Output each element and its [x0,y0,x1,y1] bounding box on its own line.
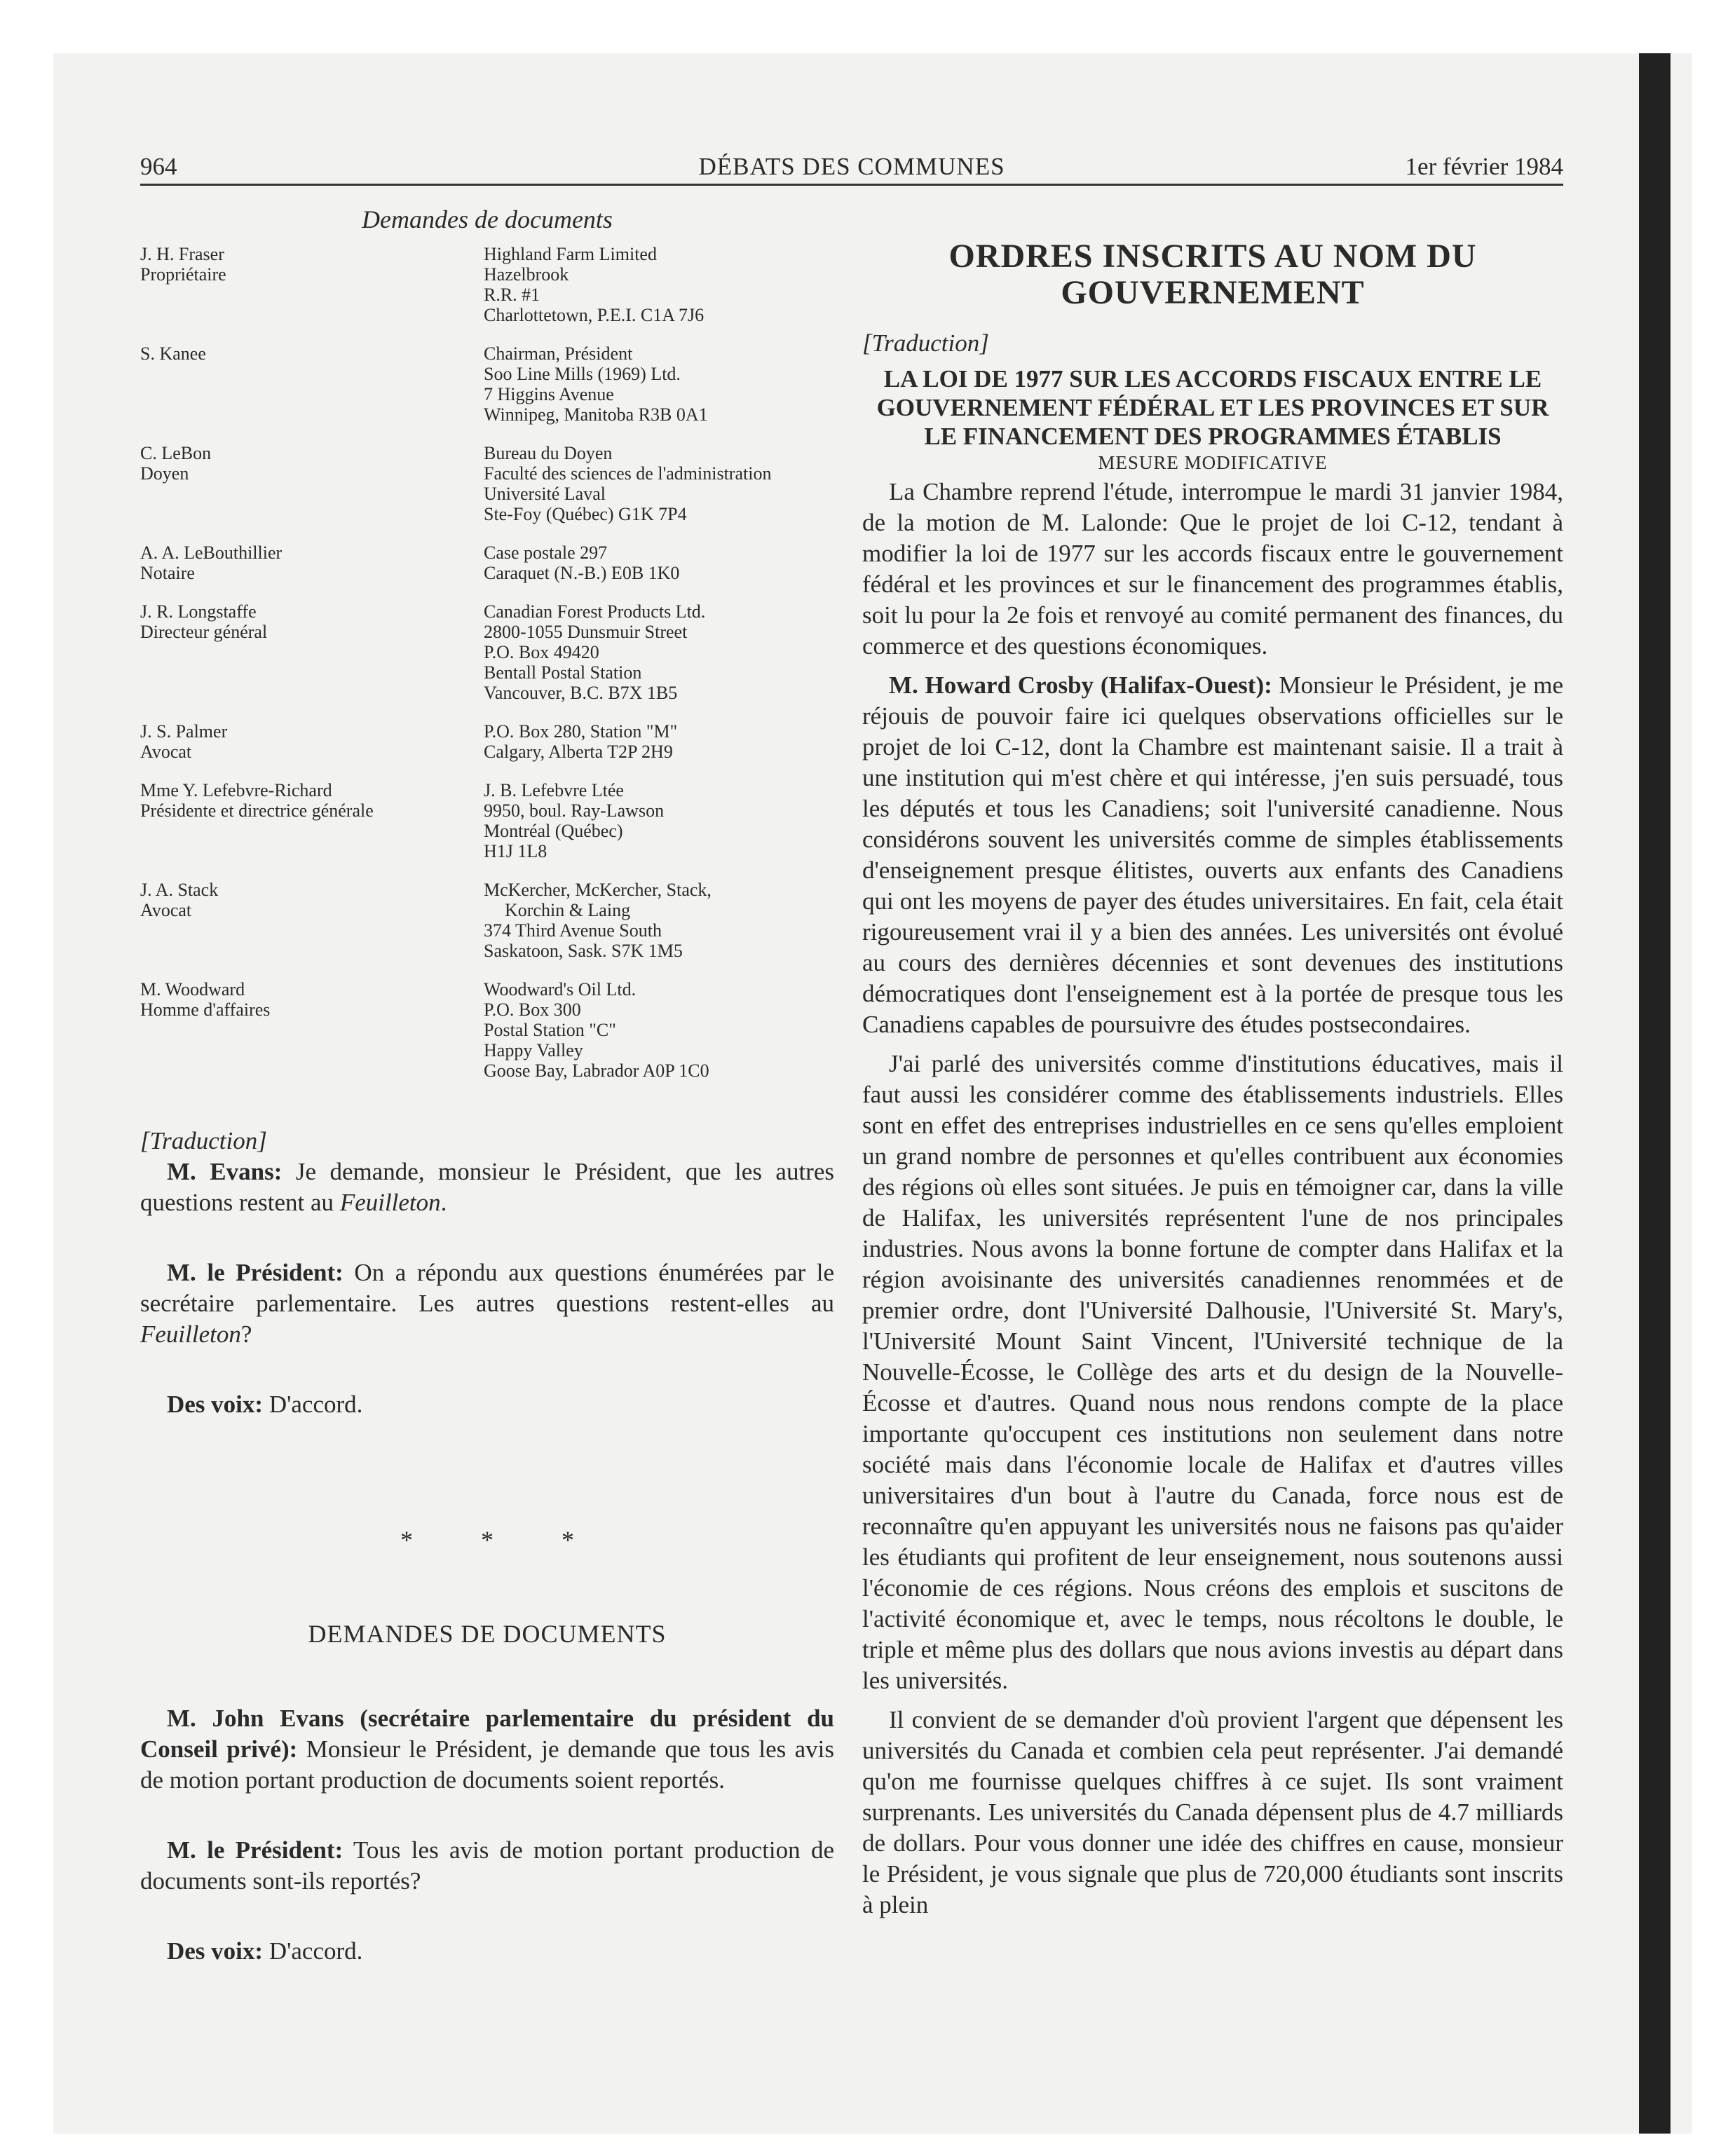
left-column [140,205,834,1967]
header-rule [140,184,1563,186]
address-line: Highland Farm Limited [484,244,657,264]
address-line: P.O. Box 49420 [484,642,599,662]
address-line: Calgary, Alberta T2P 2H9 [484,742,673,762]
law-title: LA LOI DE 1977 SUR LES ACCORDS FISCAUX ENTRE LE GOUVERNEMENT FÉDÉRAL ET LES PROVINCES ET SUR LE FINANCEMENT DES PROGRAMMES ÉTABLIS [876,365,1549,450]
section-separator: * * * [400,1526,605,1554]
publication-date: 1er février 1984 [1405,153,1563,180]
document-entry [140,443,834,524]
address-line: Woodward's Oil Ltd. [484,979,637,999]
person-line: Notaire [140,563,195,583]
address-line: Charlottetown, P.E.I. C1A 7J6 [484,305,705,325]
paragraph-universities-industrial: J'ai parlé des universités comme d'institutions éducatives, mais il faut aussi les considérer comme des établissements industriels. Elles sont en effet des entreprises industrielles en ce sens qu'elles emploient un grand nombre de personnes et qu'elles contribuent aux économies des régions où elles sont situées. Je puis en témoigner car, dans la ville de Halifax, les universités représentent l'une de nos principales industries. Nous avons la bonne fortune de compter dans Halifax et la région avoisinante des universités canadiennes renommées et de premier ordre, dont l'Université Dalhousie, l'Université St. Mary's, l'Université Mount Saint Vincent, l'Université technique de la Nouvelle-Écosse, le Collège des arts et du design de la Nouvelle-Écosse et d'autres. Quand nous nous rendons compte de la place importante qu'occupent ces institutions non seulement dans notre société mais dans l'économie locale de Halifax et d'autres villes universitaires d'un bout à l'autre du Canada, force nous est de reconnaître qu'en appuyant les universités nous ne faisons pas qu'aider les étudiants qui profitent de leur enseignement, nous soutenons aussi l'économie de ces régions. Nous créons des emplois et suscitons de l'activité économique et, avec le temps, nous récoltons le double, le triple et même plus des dollars que nous avions investis au départ dans les universités. [862,1050,1563,1694]
speaker: M. le Président: [167,1836,343,1864]
person-line: J. R. Longstaffe [140,601,257,622]
document-address [484,721,834,762]
documents-list [140,244,834,1081]
speaker: Des voix: [167,1391,264,1418]
address-line: J. B. Lefebvre Ltée [484,780,624,800]
speaker: M. Howard Crosby (Halifax-Ouest): [889,671,1272,699]
address-line: Happy Valley [484,1040,583,1060]
document-address [484,244,834,325]
document-entry [140,244,834,325]
speaker: Des voix: [167,1937,264,1965]
person-line: Mme Y. Lefebvre-Richard [140,780,332,800]
address-line: 2800-1055 Dunsmuir Street [484,622,688,642]
address-line: Montréal (Québec) [484,821,623,841]
document-address [484,443,834,524]
paragraph-voix-1: Des voix: D'accord. [167,1391,363,1418]
speaker: M. Evans: [167,1158,283,1185]
address-line: Bentall Postal Station [484,662,642,683]
person-line: S. Kanee [140,343,206,364]
documents-list-title: Demandes de documents [362,205,613,233]
person-line: A. A. LeBouthillier [140,543,283,563]
address-line: P.O. Box 280, Station "M" [484,721,678,742]
address-line: Hazelbrook [484,264,569,285]
paragraph-voix-2: Des voix: D'accord. [167,1937,363,1965]
document-address [484,880,834,961]
address-line: Caraquet (N.-B.) E0B 1K0 [484,563,680,583]
address-line: 9950, boul. Ray-Lawson [484,800,665,821]
paragraph-crosby: M. Howard Crosby (Halifax-Ouest): Monsieur le Président, je me réjouis de pouvoir faire ici quelques observations officielles sur le projet de loi C-12, dont la Chambre est maintenant saisie. Il a trait à une institution qui m'est chère et qui intéresse, j'en suis persuadé, tous les députés et tous les Canadiens; soit l'université canadienne. Nous considérons souvent les universités comme de simples établissements d'enseignement presque élitistes, ouverts aux enfants des Canadiens qui ont les moyens de payer des études universitaires. En fait, cela était rigoureusement vrai il y a bien des années. Les universités ont évolué au cours des dernières décennies et sont devenues des institutions démocratiques dont l'enseignement est à la portée de presque tous les Canadiens capables de poursuivre des études postsecondaires. [862,671,1563,1038]
document-person [140,244,484,325]
person-line: C. LeBon [140,443,212,463]
document-entry [140,880,834,961]
address-line: Ste-Foy (Québec) G1K 7P4 [484,504,687,524]
address-line: Chairman, Président [484,343,633,364]
address-line: H1J 1L8 [484,841,547,861]
person-line: Avocat [140,900,192,920]
page-number: 964 [140,153,177,180]
traduction-label: [Traduction] [862,329,989,357]
address-line: Winnipeg, Manitoba R3B 0A1 [484,404,708,425]
traduction-label: [Traduction] [140,1127,267,1154]
section-heading: DEMANDES DE DOCUMENTS [308,1620,667,1648]
address-line: Postal Station "C" [484,1020,616,1040]
speaker: M. John Evans (secrétaire parlementaire du président du Conseil privé): [140,1705,834,1763]
document-person [140,601,484,703]
person-line: M. Woodward [140,979,245,999]
address-line: Soo Line Mills (1969) Ltd. [484,364,681,384]
person-line: Directeur général [140,622,268,642]
document-person [140,979,484,1081]
document-entry [140,780,834,861]
document-address [484,979,834,1081]
document-entry [140,601,834,703]
document-person [140,543,484,583]
address-line: Case postale 297 [484,543,608,563]
document-address [484,601,834,703]
document-address [484,543,834,583]
document-entry [140,543,834,583]
person-line: J. A. Stack [140,880,219,900]
document-person [140,443,484,524]
address-line: P.O. Box 300 [484,999,581,1020]
orders-title: ORDRES INSCRITS AU NOM DU GOUVERNEMENT [948,238,1477,311]
person-line: Présidente et directrice générale [140,800,374,821]
paragraph-evans: M. Evans: Je demande, monsieur le Président, que les autres questions restent au Feuilleton. [140,1158,834,1216]
paragraph-universities-funding: Il convient de se demander d'où provient l'argent que dépensent les universités du Canada et combien cela peut représenter. J'ai demandé qu'on me fournisse quelques chiffres à ce sujet. Ils sont vraiment surprenants. Les universités du Canada dépensent plus de 4.7 milliards de dollars. Pour vous donner une idée des chiffres en cause, monsieur le Président, je vous signale que plus de 720,000 étudiants sont inscrits à plein [862,1706,1563,1918]
person-line: Homme d'affaires [140,999,271,1020]
person-line: Propriétaire [140,264,226,285]
speaker: M. le Président: [167,1259,343,1286]
address-line: Bureau du Doyen [484,443,613,463]
paragraph-president-1: M. le Président: On a répondu aux questions énumérées par le secrétaire parlementaire. Les autres questions restent-elles au Feuilleton? [140,1259,834,1348]
document-person [140,780,484,861]
address-line: 7 Higgins Avenue [484,384,614,404]
document-entry [140,343,834,425]
address-line: Saskatoon, Sask. S7K 1M5 [484,941,683,961]
person-line: J. S. Palmer [140,721,228,742]
address-line: Vancouver, B.C. B7X 1B5 [484,683,678,703]
document-person [140,880,484,961]
address-line: R.R. #1 [484,285,540,305]
address-line: Canadian Forest Products Ltd. [484,601,706,622]
document-page [140,0,1563,2156]
address-line: Goose Bay, Labrador A0P 1C0 [484,1060,709,1081]
address-line: 374 Third Avenue South [484,920,662,941]
address-line: McKercher, McKercher, Stack, [484,880,712,900]
paragraph-motion: La Chambre reprend l'étude, interrompue le mardi 31 janvier 1984, de la motion de M. Lalonde: Que le projet de loi C-12, tendant à modifier la loi de 1977 sur les accords fiscaux entre le gouvernement fédéral et les provinces et sur le financement des programmes établis, soit lu pour la 2e fois et renvoyé au comité permanent des finances, du commerce et des questions économiques. [862,478,1563,660]
document-entry [140,721,834,762]
paragraph-john-evans: M. John Evans (secrétaire parlementaire du président du Conseil privé): Monsieur le Président, je demande que tous les avis de motion portant production de documents soient reportés. [140,1705,834,1794]
document-address [484,780,834,861]
document-person [140,343,484,425]
address-line: Faculté des sciences de l'administration [484,463,772,484]
scan-edge-shadow [1639,53,1671,2134]
address-line: Université Laval [484,484,606,504]
publication-title: DÉBATS DES COMMUNES [698,153,1005,180]
amendment-subtitle: MESURE MODIFICATIVE [1098,452,1328,473]
document-person [140,721,484,762]
paragraph-president-2: M. le Président: Tous les avis de motion portant production de documents sont-ils reportés? [140,1836,834,1895]
document-entry [140,979,834,1081]
person-line: Doyen [140,463,189,484]
person-line: J. H. Fraser [140,244,224,264]
address-line: Korchin & Laing [505,900,631,920]
document-address [484,343,834,425]
right-column [862,238,1563,1920]
person-line: Avocat [140,742,192,762]
